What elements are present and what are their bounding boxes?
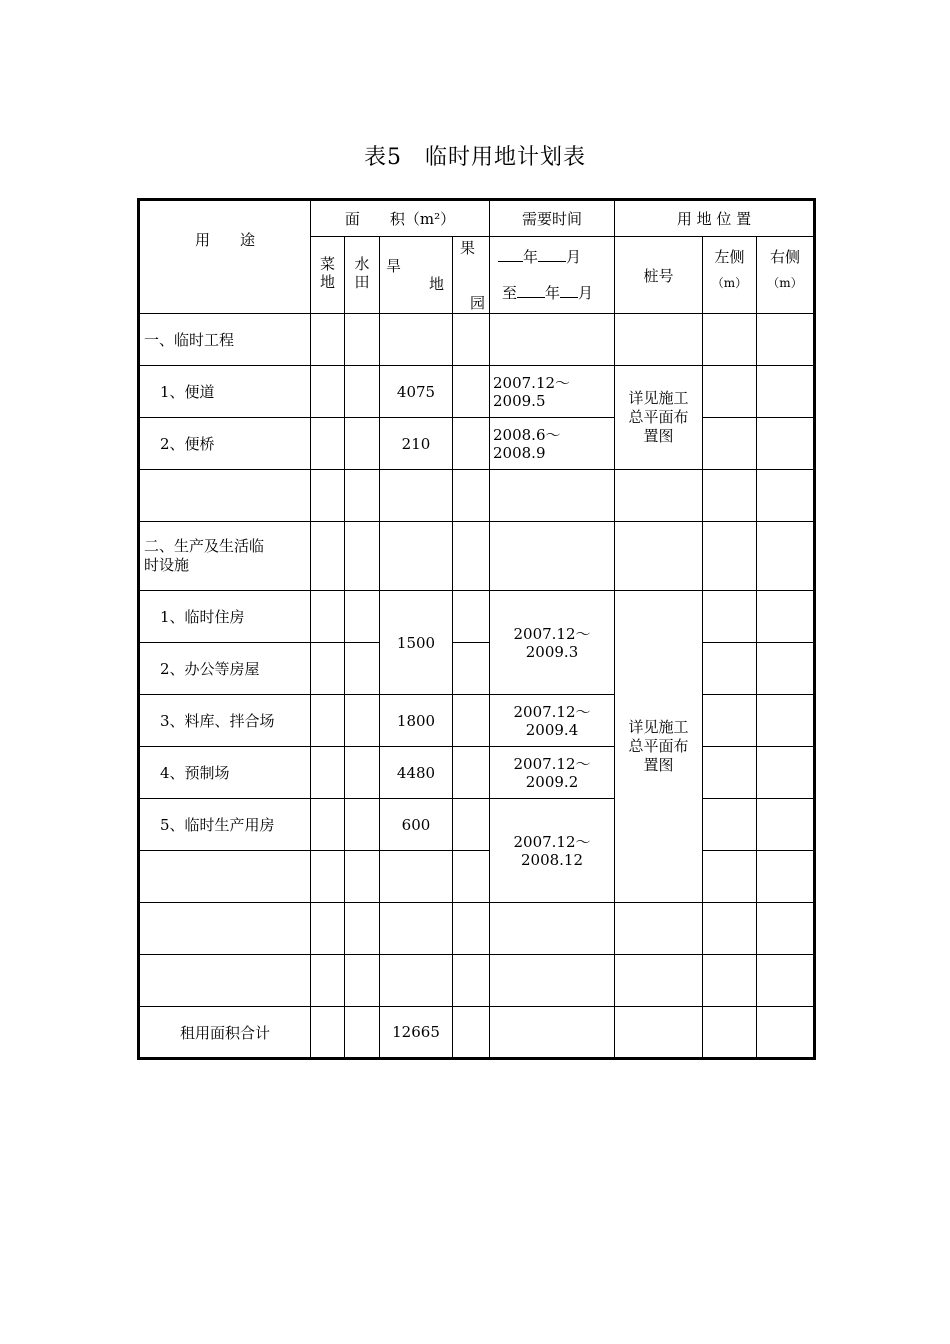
location-note-2 [615, 591, 703, 903]
storage-time-end: 2009.4 [525, 720, 579, 739]
table-row [139, 470, 815, 522]
access-bridge-time [490, 418, 615, 470]
section-temporary-works: 一、临时工程 [139, 314, 311, 366]
housing-time [490, 591, 615, 695]
table-row [139, 314, 815, 366]
header-dry-land [380, 237, 453, 314]
location-note-2-line3: 置图 [643, 756, 674, 774]
section-facilities-line2: 时设施 [144, 556, 190, 574]
section-facilities-line1: 二、生产及生活临 [144, 537, 265, 555]
item-temporary-housing: 1、临时住房 [139, 591, 311, 643]
header-time-to [490, 275, 614, 303]
precast-time [490, 747, 615, 799]
table-row [139, 799, 815, 851]
header-time-range [490, 237, 615, 314]
blank-line [517, 281, 545, 298]
header-paddy-field [345, 237, 380, 314]
header-vegetable-line1: 菜 [319, 255, 335, 273]
precast-time-start: 2007.12～ [513, 754, 591, 773]
storage-dry-area: 1800 [380, 695, 453, 747]
blank-line [560, 281, 578, 298]
location-note-1-line3: 置图 [643, 427, 674, 445]
section-facilities [139, 522, 311, 591]
storage-time [490, 695, 615, 747]
table-row [139, 366, 815, 418]
header-time: 需要时间 [490, 200, 615, 237]
blank-line [538, 245, 566, 262]
total-dry-area: 12665 [380, 1007, 453, 1059]
table-row [139, 903, 815, 955]
access-bridge-time-start: 2008.6～ [493, 425, 561, 444]
header-vegetable-line2: 地 [319, 273, 335, 291]
location-note-2-line2: 总平面布 [628, 737, 689, 755]
table-row [139, 591, 815, 643]
header-dry-line2: 地 [428, 275, 444, 293]
header-orchard [453, 237, 490, 314]
header-time-to-prefix: 至 [502, 284, 518, 302]
header-left-unit: （m） [711, 276, 748, 290]
access-road-time-end: 2009.5 [493, 391, 546, 410]
header-right-unit: （m） [767, 276, 803, 290]
item-access-bridge: 2、便桥 [139, 418, 311, 470]
header-row-1 [139, 200, 815, 237]
land-use-plan-table [137, 198, 816, 1060]
location-note-1 [615, 366, 703, 470]
blank-line [498, 245, 523, 262]
item-precast-yard: 4、预制场 [139, 747, 311, 799]
header-area: 面 积（m²） [311, 200, 490, 237]
table-row [139, 955, 815, 1007]
table-row [139, 695, 815, 747]
header-paddy-line1: 水 [354, 255, 370, 273]
access-bridge-time-end: 2008.9 [493, 443, 546, 462]
item-production-housing: 5、临时生产用房 [139, 799, 311, 851]
access-bridge-dry-area: 210 [380, 418, 453, 470]
header-purpose [139, 200, 311, 314]
header-orchard-line1: 果 [460, 239, 476, 257]
item-storage-mixing: 3、料库、拌合场 [139, 695, 311, 747]
table-row [139, 522, 815, 591]
table-row [139, 643, 815, 695]
header-left-label: 左侧 [714, 248, 745, 266]
header-time-from-month: 月 [566, 248, 582, 266]
header-paddy-line2: 田 [354, 273, 370, 291]
item-access-road: 1、便道 [139, 366, 311, 418]
housing-time-start: 2007.12～ [513, 624, 591, 643]
header-orchard-line2: 园 [469, 294, 485, 312]
total-label: 租用面积合计 [139, 1007, 311, 1059]
header-left-side [703, 237, 757, 314]
table-row [139, 418, 815, 470]
page-title: 表5 临时用地计划表 [364, 145, 586, 170]
header-station: 桩号 [615, 237, 703, 314]
precast-time-end: 2009.2 [525, 772, 579, 791]
header-right-label: 右侧 [769, 248, 800, 266]
storage-time-start: 2007.12～ [513, 702, 591, 721]
header-time-to-month: 月 [578, 284, 594, 302]
production-housing-time-end: 2008.12 [520, 850, 584, 869]
access-road-time [490, 366, 615, 418]
housing-time-end: 2009.3 [525, 642, 579, 661]
header-dry-line1: 旱 [386, 257, 402, 275]
header-time-from-year: 年 [523, 248, 539, 266]
production-housing-time-start: 2007.12～ [513, 832, 591, 851]
header-time-from [490, 237, 614, 275]
item-office-buildings: 2、办公等房屋 [139, 643, 311, 695]
table-row [139, 747, 815, 799]
access-road-dry-area: 4075 [380, 366, 453, 418]
header-location: 用 地 位 置 [615, 200, 815, 237]
table-row [139, 851, 815, 903]
header-vegetable-land [311, 237, 345, 314]
total-row [139, 1007, 815, 1059]
location-note-1-line2: 总平面布 [628, 408, 689, 426]
header-purpose-label: 用 途 [194, 230, 255, 249]
precast-dry-area: 4480 [380, 747, 453, 799]
location-note-2-line1: 详见施工 [628, 718, 689, 736]
production-housing-dry-area: 600 [380, 799, 453, 851]
header-time-to-year: 年 [545, 284, 561, 302]
location-note-1-line1: 详见施工 [628, 389, 689, 407]
access-road-time-start: 2007.12～ [493, 373, 571, 392]
production-housing-time [490, 799, 615, 903]
housing-dry-area: 1500 [380, 591, 453, 695]
header-right-side [757, 237, 815, 314]
